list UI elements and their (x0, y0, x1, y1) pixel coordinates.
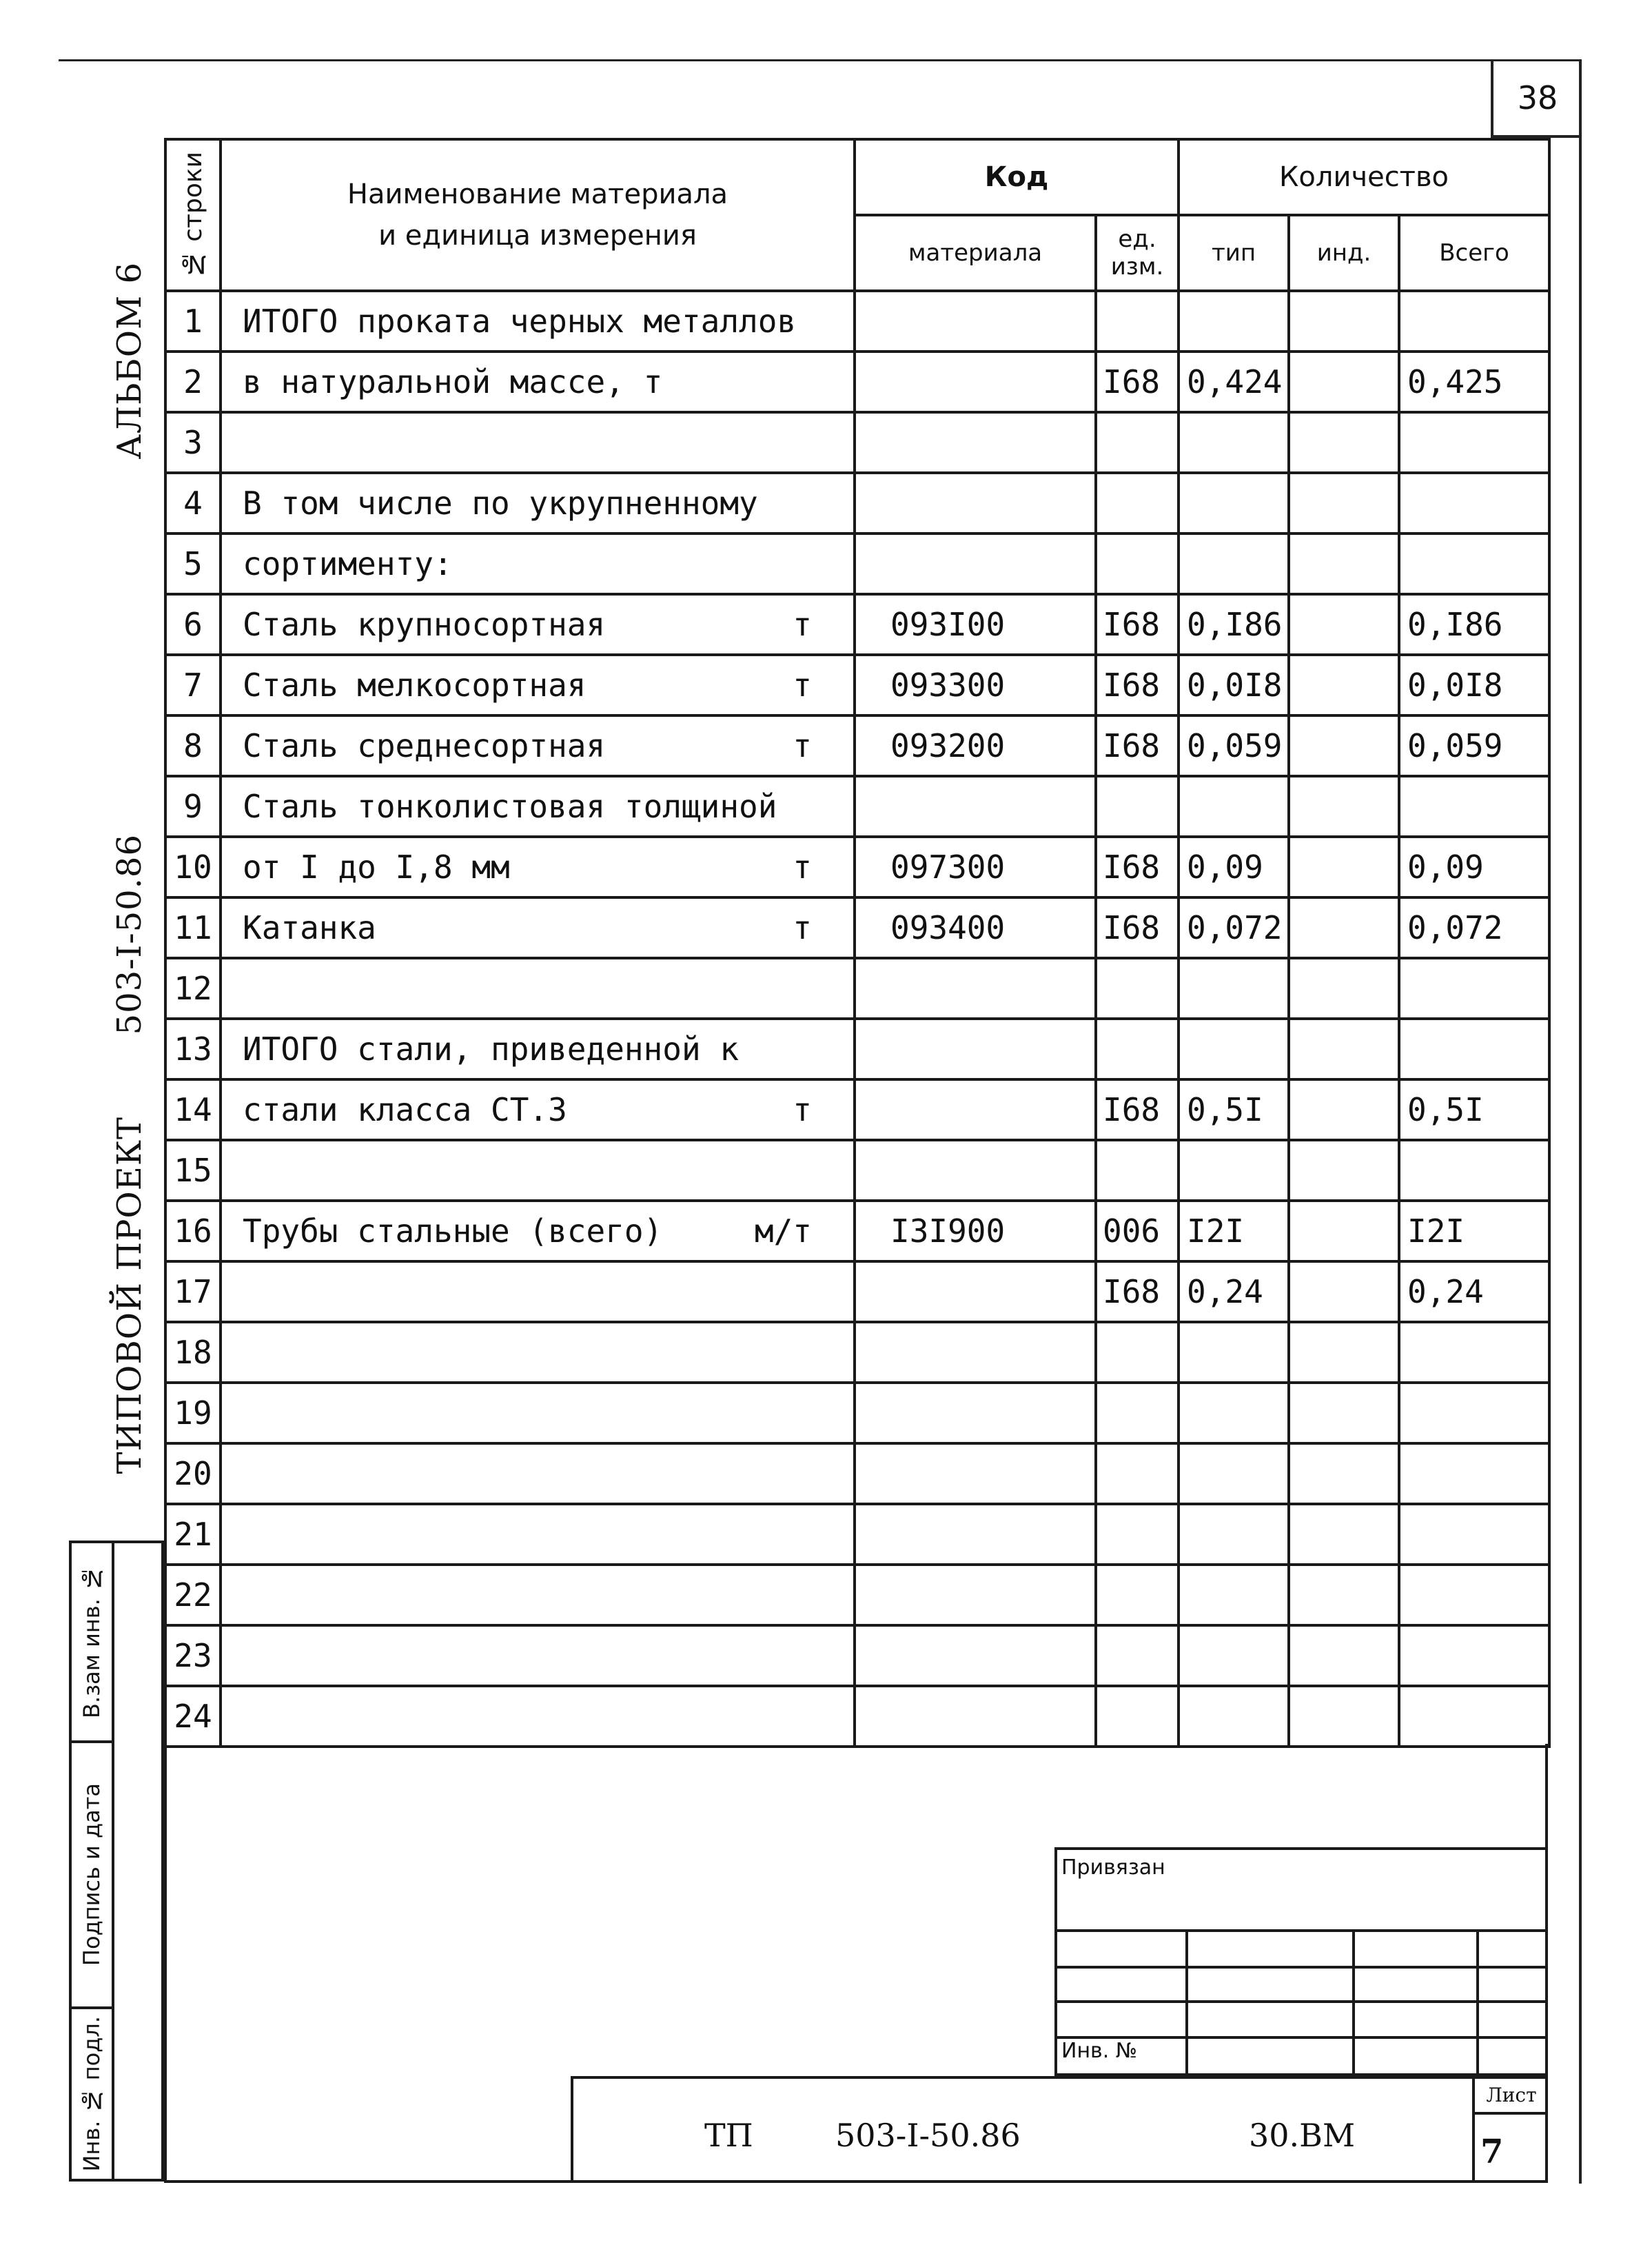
header-quantity: Количество (1179, 139, 1549, 215)
header-ind: инд. (1289, 215, 1399, 291)
qty-type (1179, 1504, 1289, 1565)
material-name-cell (221, 1140, 855, 1201)
material-name-cell (221, 1565, 855, 1625)
qty-total (1399, 776, 1549, 837)
material-name: ИТОГО стали, приведенной к (243, 1030, 740, 1068)
table-row (165, 1443, 1549, 1504)
material-name-cell (221, 1079, 855, 1140)
material-code (855, 776, 1096, 837)
row-number: 24 (165, 1686, 221, 1747)
material-code (855, 1625, 1096, 1686)
unit-code: I68 (1096, 1079, 1179, 1140)
table-row (165, 776, 1549, 837)
header-total: Всего (1399, 215, 1549, 291)
qty-ind (1289, 1383, 1399, 1443)
unit-code (1096, 291, 1179, 352)
table-row (165, 1261, 1549, 1322)
qty-total (1399, 958, 1549, 1019)
qty-total: 0,0I8 (1399, 655, 1549, 715)
qty-type (1179, 1019, 1289, 1079)
sheet-number-box (1472, 2079, 1548, 2183)
sheet-number: 7 (1480, 2133, 1504, 2171)
qty-ind (1289, 473, 1399, 533)
material-name-cell (221, 1261, 855, 1322)
material-name-cell (221, 1383, 855, 1443)
title-sheet-code: 30.ВМ (1249, 2117, 1356, 2154)
qty-ind (1289, 655, 1399, 715)
material-code (855, 958, 1096, 1019)
unit-code (1096, 1019, 1179, 1079)
table-row (165, 1079, 1549, 1140)
inv-no-label: Инв. № (1061, 2039, 1138, 2063)
material-code (855, 1261, 1096, 1322)
unit-code: 006 (1096, 1201, 1179, 1261)
qty-total: 0,5I (1399, 1079, 1549, 1140)
material-code (855, 1443, 1096, 1504)
unit-code (1096, 1504, 1179, 1565)
material-code (855, 1322, 1096, 1383)
table-row (165, 291, 1549, 352)
qty-ind (1289, 1625, 1399, 1686)
qty-type (1179, 291, 1289, 352)
table-row (165, 837, 1549, 897)
material-code: 093I00 (855, 594, 1096, 655)
page-number-box (1491, 61, 1582, 138)
row-number: 22 (165, 1565, 221, 1625)
material-name-cell (221, 655, 855, 715)
right-border-line (1579, 61, 1582, 2184)
row-number: 9 (165, 776, 221, 837)
table-row (165, 655, 1549, 715)
unit-code: I68 (1096, 655, 1179, 715)
qty-total (1399, 1383, 1549, 1443)
qty-type (1179, 1140, 1289, 1201)
unit-code: I68 (1096, 897, 1179, 958)
table-row (165, 958, 1549, 1019)
header-code: Код (855, 139, 1179, 215)
qty-type (1179, 1625, 1289, 1686)
material-code (855, 473, 1096, 533)
row-number: 8 (165, 715, 221, 776)
row-number: 10 (165, 837, 221, 897)
row-number: 13 (165, 1019, 221, 1079)
material-name: В том числе по укрупненному (243, 485, 758, 522)
material-name-cell (221, 533, 855, 594)
material-name-cell (221, 1201, 855, 1261)
qty-total: 0,072 (1399, 897, 1549, 958)
top-border-line (59, 59, 1582, 61)
qty-total (1399, 533, 1549, 594)
qty-type (1179, 1322, 1289, 1383)
qty-ind (1289, 1019, 1399, 1079)
material-name-cell (221, 1686, 855, 1747)
material-name: от I до I,8 мм (243, 848, 510, 886)
qty-ind (1289, 776, 1399, 837)
qty-ind (1289, 412, 1399, 473)
table-row (165, 897, 1549, 958)
qty-ind (1289, 715, 1399, 776)
unit-code: I68 (1096, 1261, 1179, 1322)
material-code (855, 352, 1096, 412)
qty-total (1399, 1625, 1549, 1686)
unit-code (1096, 1686, 1179, 1747)
material-name-cell (221, 837, 855, 897)
stamp-signature: Подпись и дата (72, 1743, 114, 2009)
material-name-cell (221, 1443, 855, 1504)
qty-ind (1289, 958, 1399, 1019)
title-doc-code: 503-I-50.86 (835, 2117, 1021, 2154)
material-code (855, 1504, 1096, 1565)
qty-total (1399, 1504, 1549, 1565)
material-code (855, 533, 1096, 594)
row-number: 20 (165, 1443, 221, 1504)
qty-ind (1289, 1504, 1399, 1565)
binding-block (1054, 1847, 1548, 2076)
page-number: 38 (1517, 79, 1558, 116)
material-code (855, 1140, 1096, 1201)
material-code (855, 412, 1096, 473)
qty-total: 0,I86 (1399, 594, 1549, 655)
qty-total (1399, 1565, 1549, 1625)
material-code (855, 1383, 1096, 1443)
material-unit: т (793, 909, 812, 946)
material-name: Сталь мелкосортная (243, 667, 587, 704)
material-unit: т (793, 727, 812, 764)
unit-code (1096, 412, 1179, 473)
unit-code (1096, 1443, 1179, 1504)
unit-code: I68 (1096, 594, 1179, 655)
table-row (165, 594, 1549, 655)
unit-code (1096, 533, 1179, 594)
row-number: 3 (165, 412, 221, 473)
row-number: 1 (165, 291, 221, 352)
qty-type: 0,072 (1179, 897, 1289, 958)
qty-total: 0,24 (1399, 1261, 1549, 1322)
unit-code (1096, 1140, 1179, 1201)
material-name-cell (221, 1019, 855, 1079)
table-row (165, 1625, 1549, 1686)
material-name-cell (221, 1322, 855, 1383)
qty-ind (1289, 897, 1399, 958)
sheet-label: Лист (1475, 2079, 1548, 2115)
qty-ind (1289, 1322, 1399, 1383)
material-name-cell (221, 291, 855, 352)
material-code (855, 291, 1096, 352)
qty-type: 0,09 (1179, 837, 1289, 897)
qty-total (1399, 1322, 1549, 1383)
material-name-cell (221, 958, 855, 1019)
qty-type (1179, 1565, 1289, 1625)
material-name-cell (221, 1625, 855, 1686)
material-name-cell (221, 897, 855, 958)
qty-type (1179, 958, 1289, 1019)
unit-code (1096, 776, 1179, 837)
material-code (855, 1565, 1096, 1625)
row-number: 16 (165, 1201, 221, 1261)
album-label: АЛЬБОМ 6 (110, 262, 149, 460)
qty-total: 0,059 (1399, 715, 1549, 776)
material-unit: т (793, 1091, 812, 1128)
qty-ind (1289, 352, 1399, 412)
qty-type (1179, 1686, 1289, 1747)
table-row (165, 352, 1549, 412)
material-name-cell (221, 352, 855, 412)
material-name: Сталь среднесортная (243, 727, 606, 764)
row-number: 11 (165, 897, 221, 958)
qty-total (1399, 1443, 1549, 1504)
qty-total (1399, 1019, 1549, 1079)
material-name: стали класса СТ.3 (243, 1091, 567, 1128)
project-type-label: ТИПОВОЙ ПРОЕКТ (110, 1117, 149, 1474)
qty-total: I2I (1399, 1201, 1549, 1261)
material-name: Трубы стальные (всего) (243, 1212, 663, 1250)
unit-code: I68 (1096, 352, 1179, 412)
material-code: 093400 (855, 897, 1096, 958)
row-number: 14 (165, 1079, 221, 1140)
qty-type (1179, 1383, 1289, 1443)
qty-total (1399, 412, 1549, 473)
material-code: 093200 (855, 715, 1096, 776)
qty-total (1399, 1140, 1549, 1201)
material-name-cell (221, 594, 855, 655)
material-name: сортименту: (243, 545, 453, 582)
material-unit: т (793, 848, 812, 886)
unit-code (1096, 1322, 1179, 1383)
row-number: 19 (165, 1383, 221, 1443)
qty-ind (1289, 1079, 1399, 1140)
qty-type (1179, 412, 1289, 473)
qty-ind (1289, 1140, 1399, 1201)
material-code: I3I900 (855, 1201, 1096, 1261)
qty-total (1399, 291, 1549, 352)
qty-type: 0,5I (1179, 1079, 1289, 1140)
row-number: 12 (165, 958, 221, 1019)
material-code (855, 1686, 1096, 1747)
material-name-cell (221, 776, 855, 837)
qty-ind (1289, 837, 1399, 897)
material-code: 093300 (855, 655, 1096, 715)
qty-ind (1289, 533, 1399, 594)
material-name-cell (221, 1504, 855, 1565)
header-name: Наименование материала и единица измерения (221, 139, 855, 291)
material-name: Катанка (243, 909, 376, 946)
material-name-cell (221, 473, 855, 533)
unit-code (1096, 958, 1179, 1019)
qty-ind (1289, 1565, 1399, 1625)
material-name: ИТОГО проката черных металлов (243, 303, 797, 340)
table-row (165, 473, 1549, 533)
row-number: 5 (165, 533, 221, 594)
qty-ind (1289, 291, 1399, 352)
qty-type: 0,059 (1179, 715, 1289, 776)
table-row (165, 1201, 1549, 1261)
qty-type (1179, 1443, 1289, 1504)
qty-type (1179, 473, 1289, 533)
unit-code (1096, 473, 1179, 533)
unit-code: I68 (1096, 837, 1179, 897)
table-row (165, 1322, 1549, 1383)
material-name-cell (221, 412, 855, 473)
row-number: 4 (165, 473, 221, 533)
unit-code (1096, 1383, 1179, 1443)
material-code (855, 1079, 1096, 1140)
table-row (165, 1140, 1549, 1201)
material-name: Сталь тонколистовая толщиной (243, 788, 777, 825)
table-row (165, 715, 1549, 776)
row-number: 17 (165, 1261, 221, 1322)
material-code: 097300 (855, 837, 1096, 897)
project-code-label: 503-I-50.86 (110, 834, 149, 1035)
row-number: 15 (165, 1140, 221, 1201)
qty-total (1399, 473, 1549, 533)
header-material: материала (855, 215, 1096, 291)
stamp-vzam: В.зам инв. № (72, 1543, 114, 1743)
material-code (855, 1019, 1096, 1079)
material-unit: т (793, 606, 812, 643)
stamp-inv-podl: Инв. № подл. (72, 2009, 114, 2179)
material-unit: м/т (754, 1212, 812, 1250)
qty-type: 0,0I8 (1179, 655, 1289, 715)
header-unit: ед. изм. (1096, 215, 1179, 291)
material-unit: т (793, 667, 812, 704)
qty-type: I2I (1179, 1201, 1289, 1261)
material-name-cell (221, 715, 855, 776)
unit-code: I68 (1096, 715, 1179, 776)
row-number: 23 (165, 1625, 221, 1686)
qty-type: 0,I86 (1179, 594, 1289, 655)
qty-total (1399, 1686, 1549, 1747)
header-row-no: № строки (165, 139, 221, 291)
qty-type: 0,24 (1179, 1261, 1289, 1322)
title-block (571, 2076, 1548, 2183)
qty-total: 0,425 (1399, 352, 1549, 412)
unit-code (1096, 1565, 1179, 1625)
qty-ind (1289, 594, 1399, 655)
table-row (165, 1686, 1549, 1747)
table-row (165, 533, 1549, 594)
material-name: Сталь крупносортная (243, 606, 606, 643)
qty-ind (1289, 1261, 1399, 1322)
table-row (165, 412, 1549, 473)
qty-type: 0,424 (1179, 352, 1289, 412)
material-name: в натуральной массе, т (243, 363, 663, 400)
table-row (165, 1019, 1549, 1079)
qty-type (1179, 533, 1289, 594)
qty-total: 0,09 (1399, 837, 1549, 897)
left-stamp-column (69, 1541, 164, 2182)
qty-ind (1289, 1686, 1399, 1747)
table-row (165, 1383, 1549, 1443)
title-tp: ТП (704, 2117, 753, 2154)
table-row (165, 1504, 1549, 1565)
row-number: 6 (165, 594, 221, 655)
unit-code (1096, 1625, 1179, 1686)
row-number: 7 (165, 655, 221, 715)
specification-table (164, 138, 1548, 1744)
privyazan-label: Привязан (1061, 1855, 1165, 1880)
qty-ind (1289, 1443, 1399, 1504)
row-number: 2 (165, 352, 221, 412)
qty-ind (1289, 1201, 1399, 1261)
qty-type (1179, 776, 1289, 837)
row-number: 21 (165, 1504, 221, 1565)
header-type: тип (1179, 215, 1289, 291)
table-row (165, 1565, 1549, 1625)
row-number: 18 (165, 1322, 221, 1383)
